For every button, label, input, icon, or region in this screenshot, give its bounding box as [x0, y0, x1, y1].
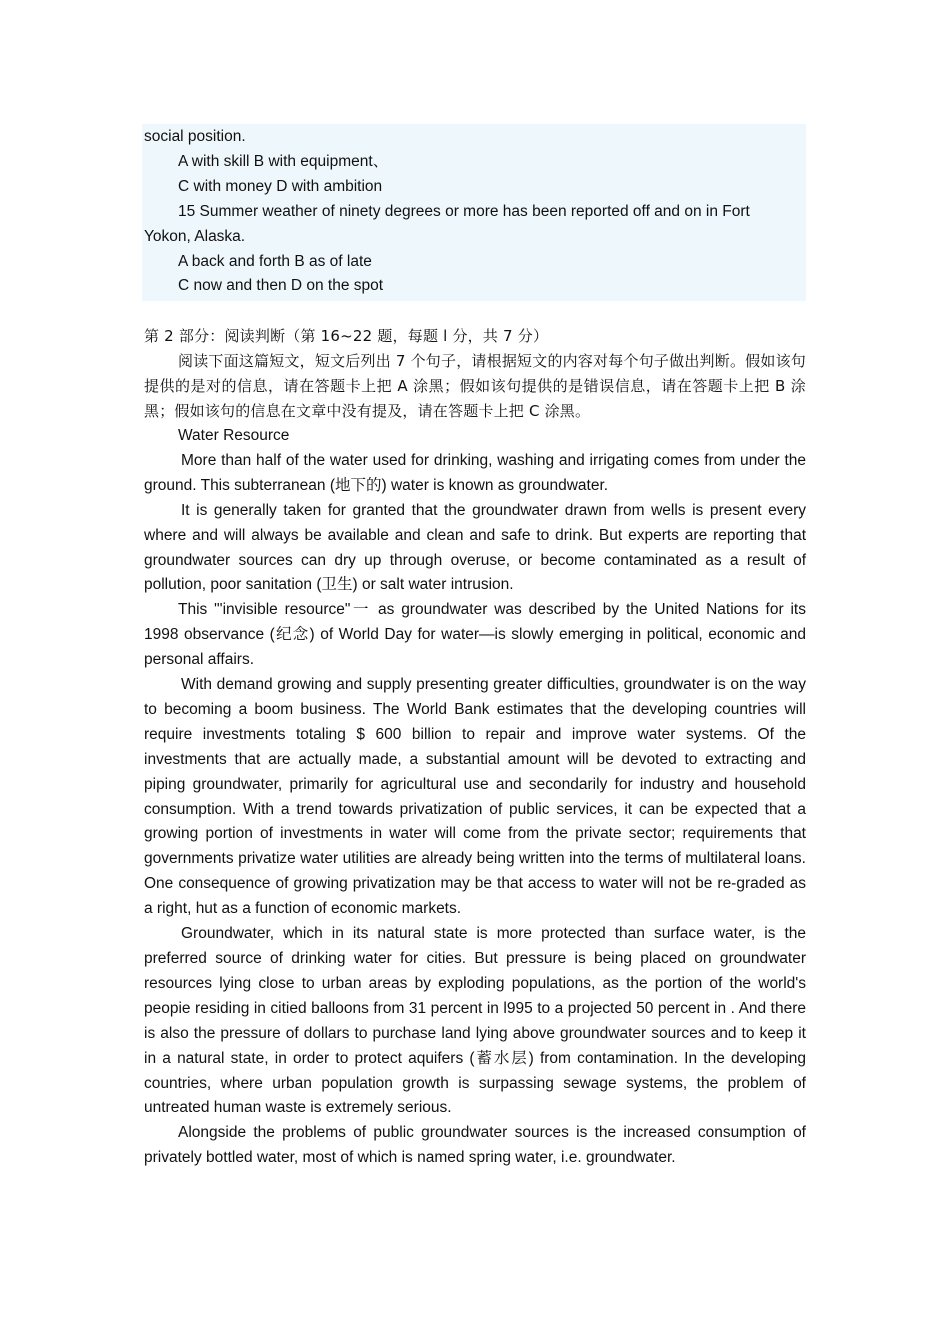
document-page [144, 124, 806, 1171]
section-heading: 第 2 部分：阅读判断（第 16~22 题，每题 l 分，共 7 分） [144, 327, 549, 346]
question-15-text-continued: Yokon, Alaska. [144, 227, 246, 245]
section-instructions: 阅读下面这篇短文，短文后列出 7 个句子，请根据短文的内容对每个句子做出判断。假如该句提供的是对的信息，请在答题卡上把 A 涂黑；假如该句提供的是错误信息，请在答题卡上把 B 涂黑；假如该句的信息在文章中没有提及，请在答题卡上把 C 涂黑。 [144, 352, 806, 421]
options-line-ab: A with skill B with equipment、 [178, 152, 389, 170]
article-paragraph: This "'invisible resource"一 as groundwater was described by the United Nations for its 1998 observance (纪念) of World Day for water—is slowly emerging in political, economic and personal affairs. [144, 601, 806, 669]
article-paragraph: Alongside the problems of public groundwater sources is the increased consumption of privately bottled water, most of which is named spring water, i.e. groundwater. [144, 1124, 806, 1167]
options-line-cd: C with money D with ambition [178, 177, 383, 195]
article-paragraph: Groundwater, which in its natural state is more protected than surface water, is the preferred source of drinking water for cities. But pressure is being placed on groundwater resources lying close to urban areas by exploding populations, as the portion of the world's peopie residing in citied balloons from 31 percent in l995 to a projected 50 percent in . And there is also the pressure of dollars to purchase land lying above groundwater sources and to keep it in a natural state, in order to protect aquifers (蓄水层) from contamination. In the developing countries, where urban population growth is surpassing sewage systems, the problem of untreated human waste is extremely serious. [144, 925, 806, 1117]
article-paragraph: It is generally taken for granted that the groundwater drawn from wells is present every where and will always be available and clean and safe to drink. But experts are reporting that groundwater sources can dry up through overuse, or become contaminated as a result of pollution, poor sanitation (卫生) or salt water intrusion. [144, 501, 806, 594]
question-15-options-cd: C now and then D on the spot [178, 277, 384, 295]
article-paragraph: More than half of the water used for drinking, washing and irrigating comes from under the ground. This subterranean (地下的) water is known as groundwater. [144, 451, 806, 494]
question-text-fragment: social position. [144, 128, 246, 145]
article-paragraph: With demand growing and supply presenting greater difficulties, groundwater is on the way to becoming a boom business. The World Bank estimates that the developing countries will require investments totaling $ 600 billion to repair and improve water systems. Of the investments that are actually made, a substantial amount will be devoted to extracting and piping groundwater, primarily for agricultural use and secondarily for industry and household consumption. With a trend towards privatization of public services, it can be expected that a growing portion of investments in water will come from the private sector; requirements that governments privatize water utilities are already being written into the terms of multilateral loans. One consequence of growing privatization may be that access to water will not be re-graded as a right, hut as a function of economic markets. [144, 676, 806, 918]
article-title: Water Resource [178, 426, 290, 444]
question-15-text: 15 Summer weather of ninety degrees or more has been reported off and on in Fort [178, 202, 750, 220]
question-15-options-ab: A back and forth B as of late [178, 252, 372, 270]
question-options-block [142, 124, 806, 301]
